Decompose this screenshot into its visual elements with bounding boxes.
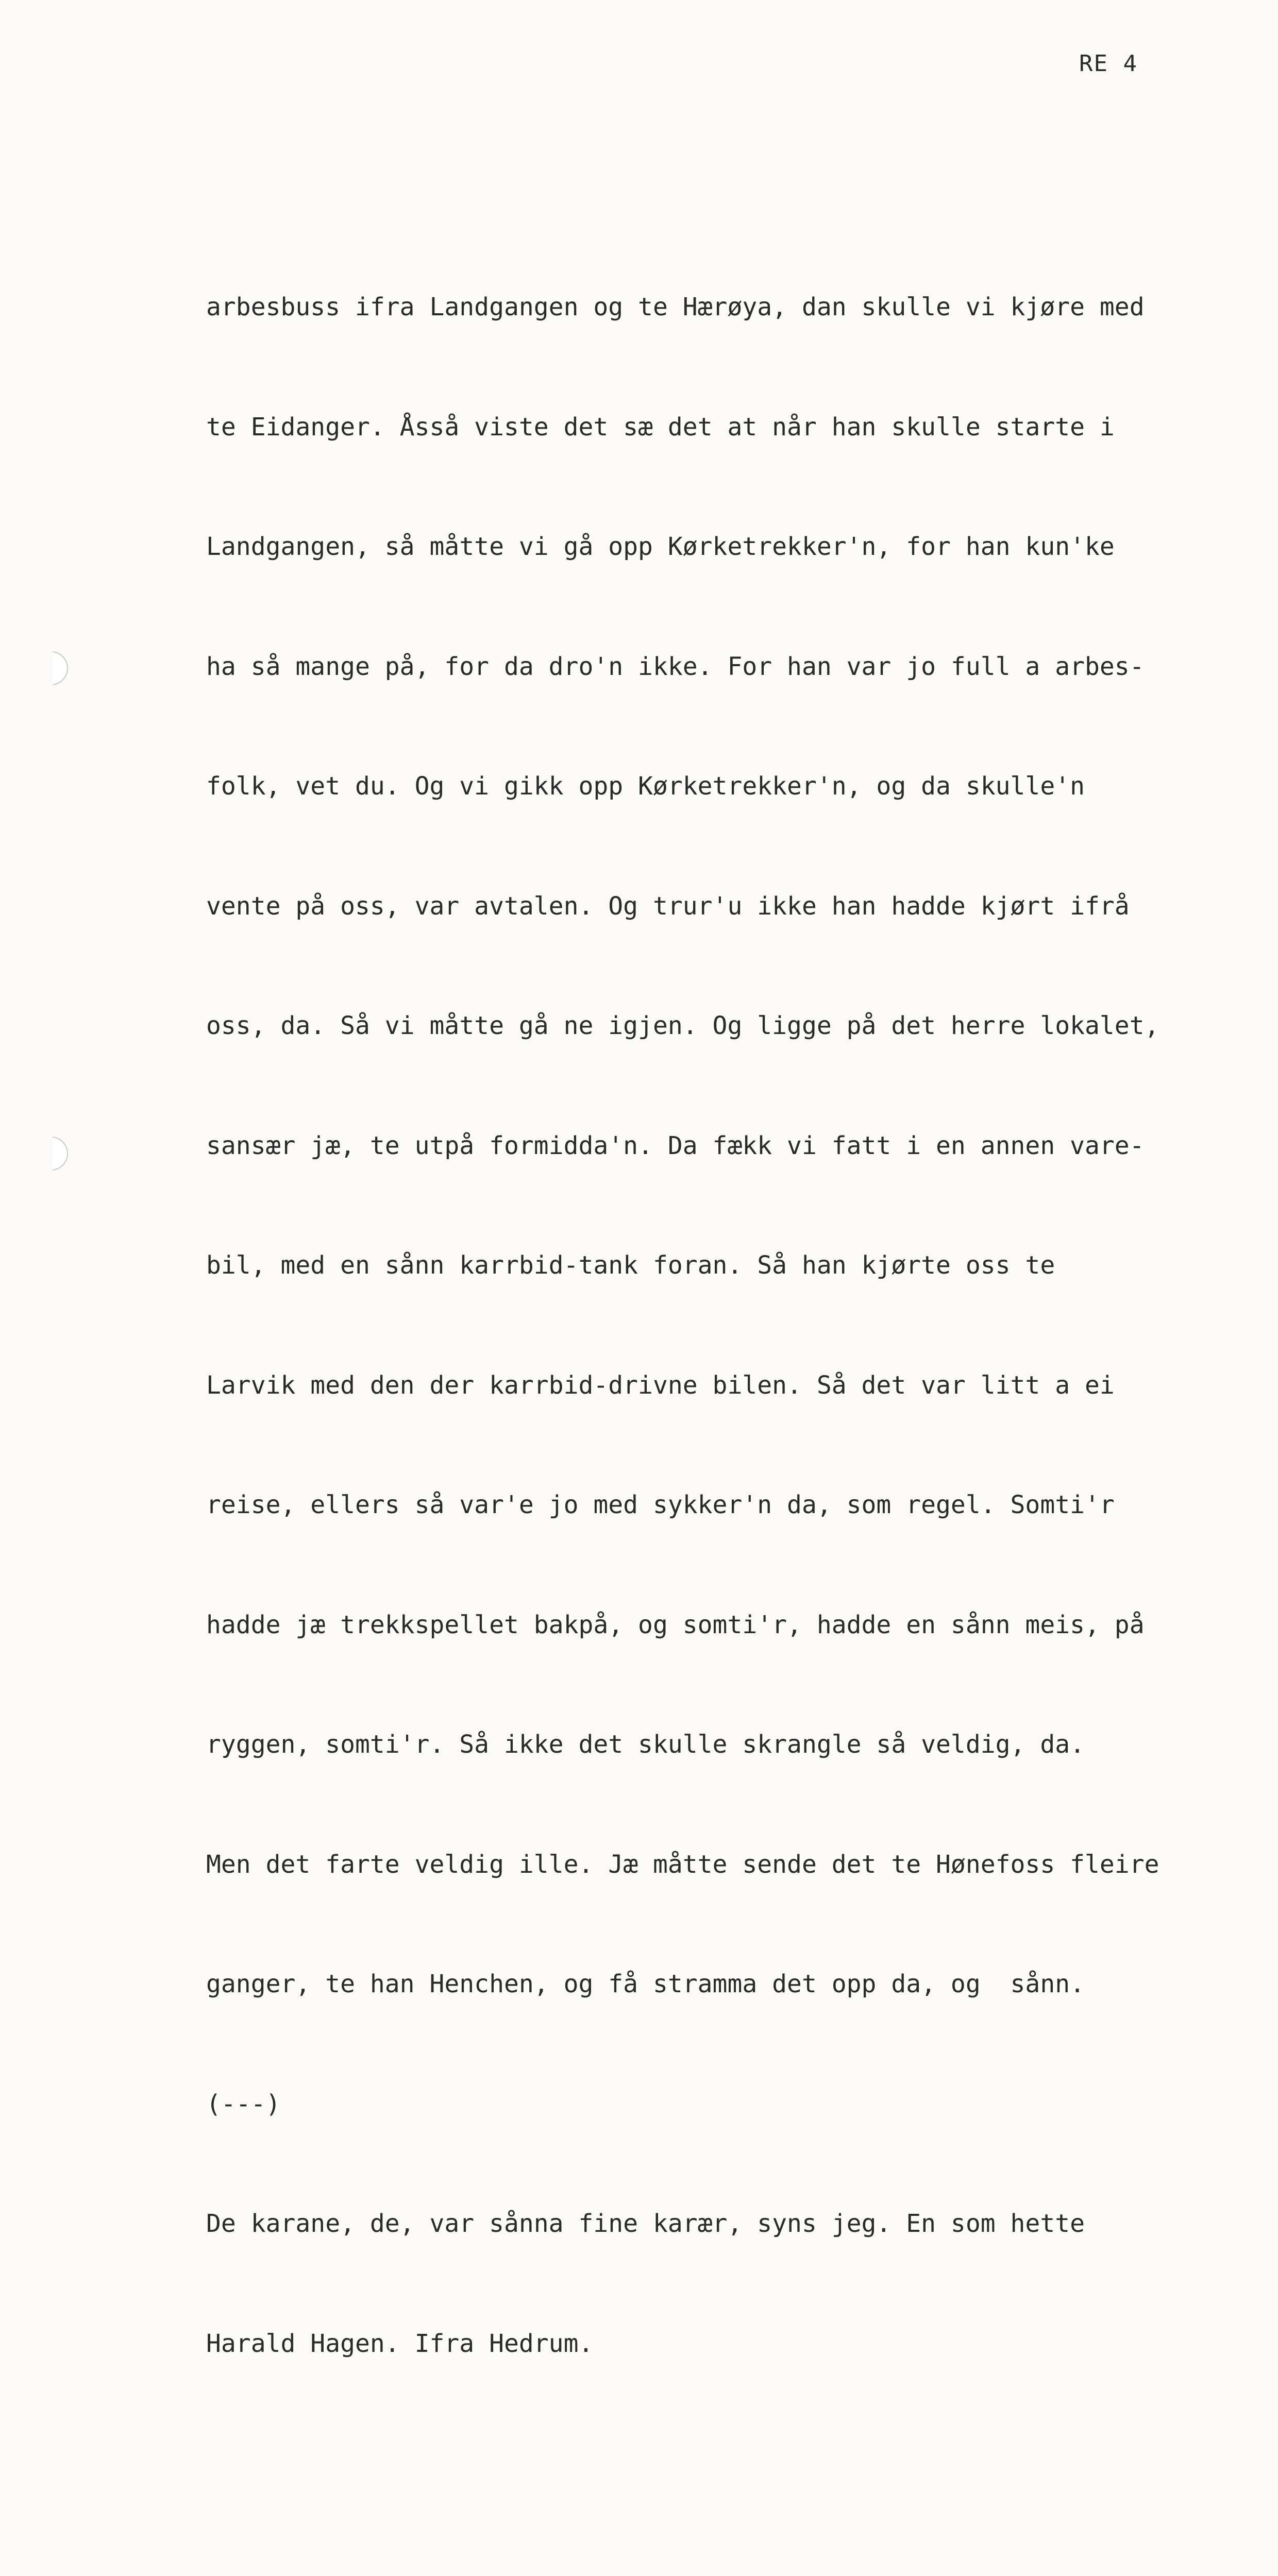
paragraph — [206, 208, 1159, 2444]
text-line: (---) — [206, 2089, 281, 2119]
punch-hole-bottom — [34, 1137, 68, 1171]
text-line: Men det farte veldig ille. Jæ måtte sende det te Hønefoss fleire — [206, 1850, 1159, 1879]
text-line: hadde jæ trekkspellet bakpå, og somti'r, hadde en sånn meis, på — [206, 1610, 1145, 1639]
text-line: sansær jæ, te utpå formidda'n. Da fækk vi fatt i en annen vare- — [206, 1131, 1145, 1160]
text-line: oss, da. Så vi måtte gå ne igjen. Og ligge på det herre lokalet, — [206, 1011, 1159, 1040]
blank-line — [206, 2523, 1159, 2564]
text-line: reise, ellers så var'e jo med sykker'n da, som regel. Somti'r — [206, 1490, 1115, 1519]
text-line: ha så mange på, for da dro'n ikke. For han var jo full a arbes- — [206, 652, 1145, 681]
text-line: folk, vet du. Og vi gikk opp Kørketrekker'n, og da skulle'n — [206, 772, 1085, 801]
text-line: Larvik med den der karrbid-drivne bilen. Så det var litt a ei — [206, 1370, 1115, 1400]
text-line: ganger, te han Henchen, og få stramma det opp da, og sånn. — [206, 1970, 1085, 1998]
text-line: De karane, de, var sånna fine karær, syns jeg. En som hette — [206, 2209, 1085, 2238]
document-body — [206, 128, 1159, 2576]
text-line: vente på oss, var avtalen. Og trur'u ikke han hadde kjørt ifrå — [206, 891, 1130, 921]
text-line: Landgangen, så måtte vi gå opp Kørketrekker'n, for han kun'ke — [206, 532, 1115, 561]
page-number: RE 4 — [1079, 50, 1138, 77]
text-line: ryggen, somti'r. Så ikke det skulle skrangle så veldig, da. — [206, 1730, 1085, 1759]
text-line: bil, med en sånn karrbid-tank foran. Så han kjørte oss te — [206, 1251, 1055, 1280]
text-line: arbesbuss ifra Landgangen og te Hærøya, dan skulle vi kjøre med — [206, 293, 1145, 321]
text-line: te Eidanger. Åsså viste det sæ det at når han skulle starte i — [206, 412, 1115, 442]
text-line: Harald Hagen. Ifra Hedrum. — [206, 2329, 594, 2358]
punch-hole-top — [34, 651, 68, 685]
